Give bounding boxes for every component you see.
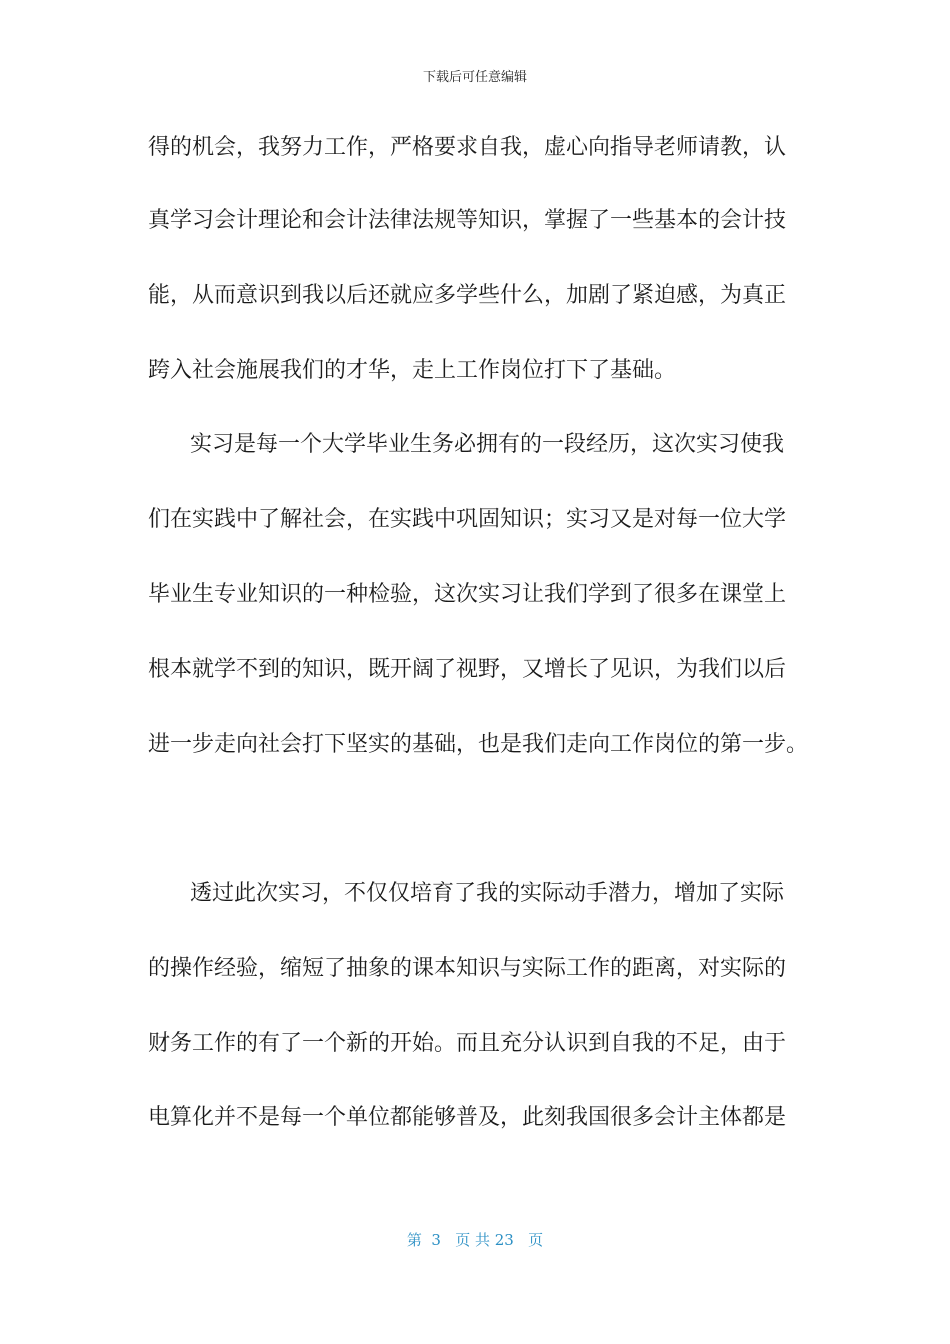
paragraph-first-line: 实习是每一个大学毕业生务必拥有的一段经历，这次实习使我 — [190, 432, 785, 457]
text-line: 的操作经验，缩短了抽象的课本知识与实际工作的距离，对实际的 — [148, 956, 787, 981]
text-line: 们在实践中了解社会，在实践中巩固知识；实习又是对每一位大学 — [148, 507, 787, 532]
page-footer: 第 3 页 共 23 页 — [406, 1231, 544, 1249]
page-header: 下载后可任意编辑 — [422, 70, 527, 85]
text-line: 得的机会，我努力工作，严格要求自我，虚心向指导老师请教，认 — [148, 135, 787, 160]
text-line: 毕业生专业知识的一种检验，这次实习让我们学到了很多在课堂上 — [148, 582, 787, 607]
text-line: 真学习会计理论和会计法律法规等知识，掌握了一些基本的会计技 — [148, 208, 787, 233]
text-line: 能，从而意识到我以后还就应多学些什么，加剧了紧迫感，为真正 — [148, 283, 787, 308]
text-line: 跨入社会施展我们的才华，走上工作岗位打下了基础。 — [148, 358, 677, 383]
text-line: 根本就学不到的知识，既开阔了视野，又增长了见识，为我们以后 — [148, 657, 787, 682]
text-line: 财务工作的有了一个新的开始。而且充分认识到自我的不足，由于 — [148, 1031, 787, 1056]
text-line: 进一步走向社会打下坚实的基础，也是我们走向工作岗位的第一步。 — [148, 732, 809, 757]
text-line: 电算化并不是每一个单位都能够普及，此刻我国很多会计主体都是 — [148, 1105, 787, 1130]
paragraph-first-line: 透过此次实习，不仅仅培育了我的实际动手潜力，增加了实际 — [190, 881, 785, 906]
